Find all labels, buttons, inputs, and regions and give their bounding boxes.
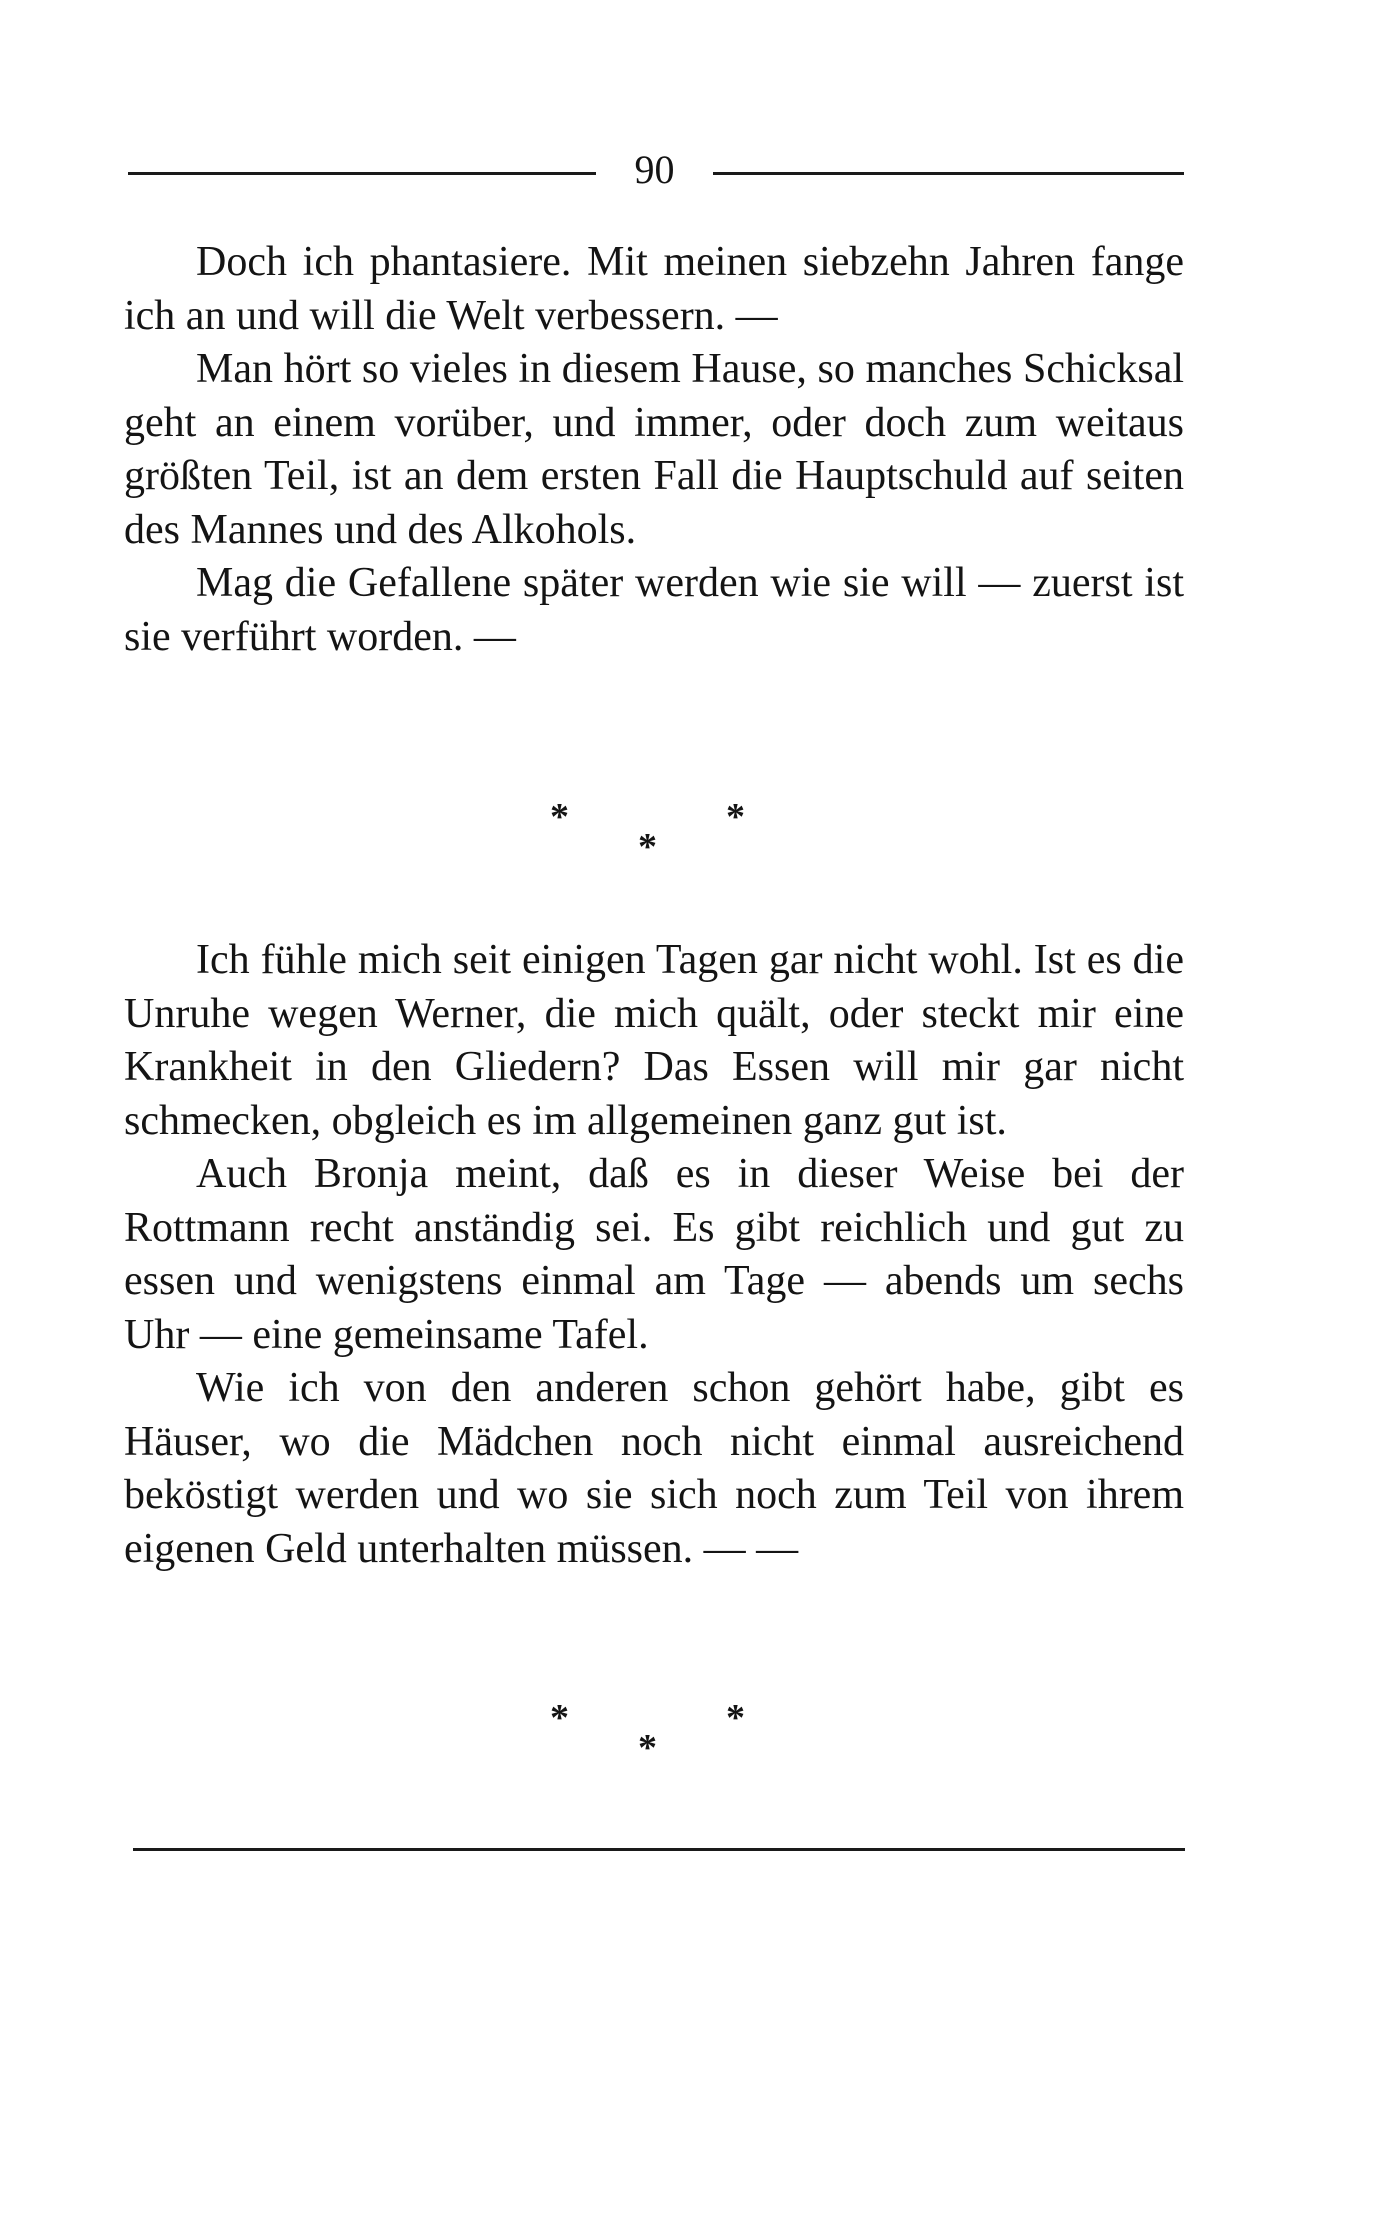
footer-rule bbox=[133, 1848, 1185, 1851]
header-rule-right bbox=[713, 172, 1184, 175]
asterisk: * bbox=[726, 796, 745, 838]
asterisk: * bbox=[550, 796, 569, 838]
asterisk: * bbox=[638, 1727, 657, 1769]
text-section-1 bbox=[124, 236, 1184, 664]
paragraph: Ich fühle mich seit einigen Tagen gar nicht wohl. Ist es die Unruhe wegen Werner, die mich quält, oder steckt mir eine Krankheit in den Gliedern? Das Essen will mir gar nicht schmecken, obgleich es im allgemeinen ganz gut ist. bbox=[124, 937, 1184, 1144]
section-separator bbox=[540, 795, 780, 875]
page-number: 90 bbox=[634, 147, 675, 192]
header-rule-left bbox=[128, 172, 596, 175]
section-separator bbox=[540, 1696, 780, 1776]
asterisk: * bbox=[638, 826, 657, 868]
text-section-2 bbox=[124, 934, 1184, 1576]
paragraph: Auch Bronja meint, daß es in dieser Weise bei der Rottmann recht anständig sei. Es gibt reichlich und gut zu essen und wenigstens einmal am Tage — abends um sechs Uhr — eine gemeinsame Tafel. bbox=[124, 1151, 1184, 1358]
paragraph: Doch ich phantasiere. Mit meinen siebzehn Jahren fange ich an und will die Welt verbessern. — bbox=[124, 239, 1184, 339]
paragraph: Wie ich von den anderen schon gehört habe, gibt es Häuser, wo die Mädchen noch nicht einmal ausreichend beköstigt werden und wo sie sich noch zum Teil von ihrem eigenen Geld unterhalten müssen. — — bbox=[124, 1365, 1184, 1572]
page-header bbox=[128, 145, 1184, 195]
paragraph: Mag die Gefallene später werden wie sie will — zuerst ist sie verführt worden. — bbox=[124, 560, 1184, 660]
asterisk: * bbox=[726, 1697, 745, 1739]
asterisk: * bbox=[550, 1697, 569, 1739]
paragraph: Man hört so vieles in diesem Hause, so manches Schicksal geht an einem vorüber, und immer, oder doch zum weitaus größten Teil, ist an dem ersten Fall die Hauptschuld auf seiten des Mannes und des Alkohols. bbox=[124, 346, 1184, 553]
